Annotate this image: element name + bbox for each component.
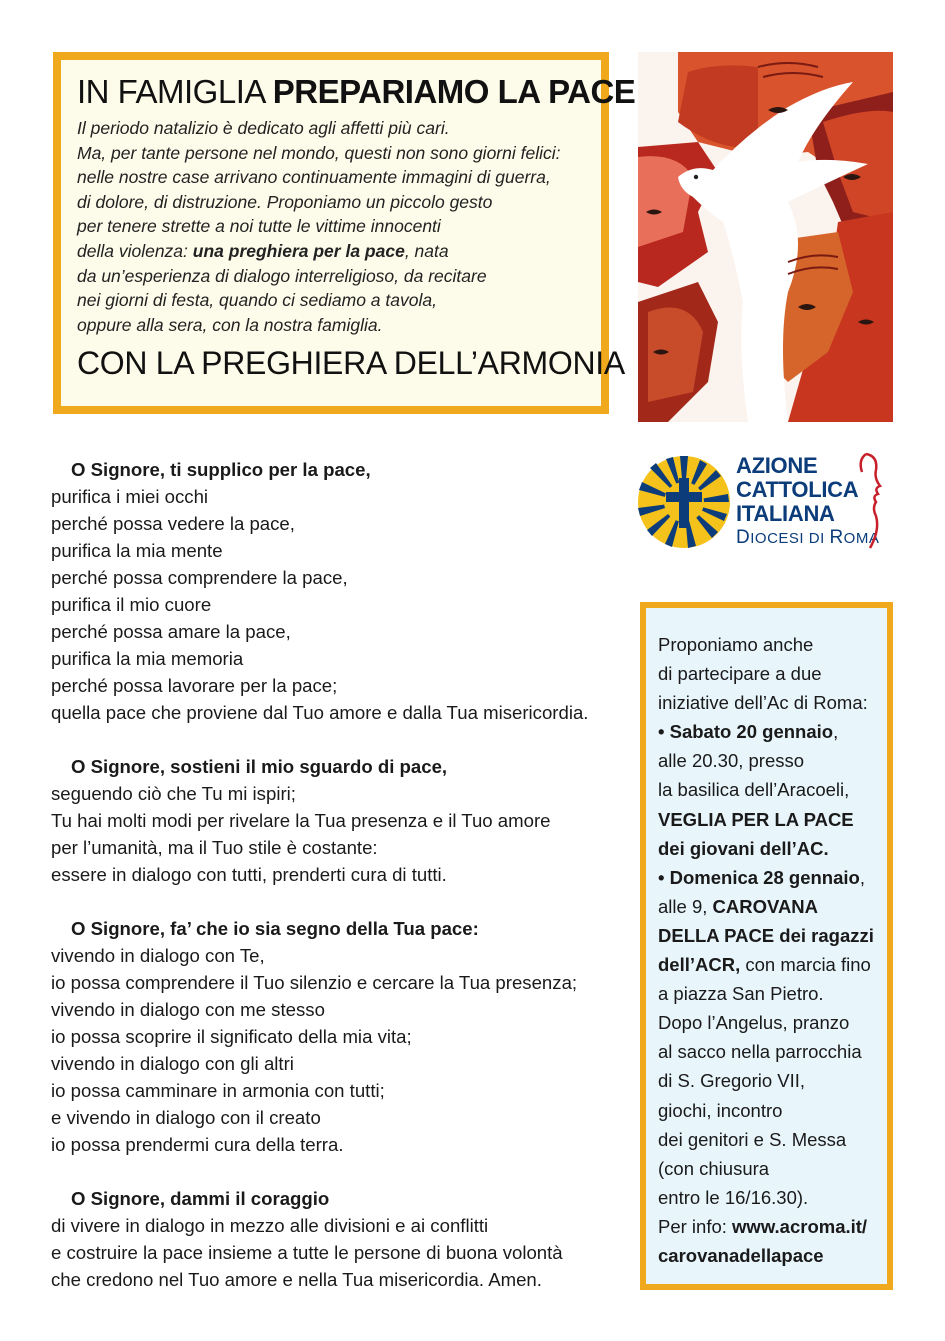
stanza-heading: O Signore, fa’ che io sia segno della Tua pace:: [71, 918, 479, 939]
prayer-line: purifica la mia memoria: [51, 648, 244, 669]
intro-line: Il periodo natalizio è dedicato agli affetti più cari.: [77, 118, 450, 138]
intro-line: nei giorni di festa, quando ci sediamo a tavola,: [77, 290, 437, 311]
event-title: dell’ACR,: [658, 954, 741, 976]
sidebar-line: di partecipare a due: [658, 663, 822, 685]
prayer-line: io possa prendermi cura della terra.: [51, 1134, 344, 1155]
sidebar-line: entro le 16/16.30).: [658, 1186, 809, 1208]
logo-sub-part: R: [829, 527, 844, 548]
sidebar-line: [658, 1212, 877, 1241]
event-title: CAROVANA: [712, 895, 819, 917]
intro-text-segment: della violenza:: [77, 240, 193, 261]
sidebar-line: [658, 805, 877, 834]
prayer-line: purifica la mia mente: [51, 540, 223, 561]
prayer-line: io possa comprendere il Tuo silenzio e cercare la Tua presenza;: [51, 972, 578, 993]
prayer-stanza: [51, 1185, 621, 1293]
title-bold: PREPARIAMO LA PACE: [272, 73, 636, 110]
intro-box: [53, 52, 636, 414]
prayer-line: purifica il mio cuore: [51, 594, 212, 615]
header-subtitle: CON LA PREGHIERA DELL’ARMONIA: [77, 345, 625, 382]
sidebar-line: iniziative dell’Ac di Roma:: [658, 692, 868, 714]
intro-line: nelle nostre case arrivano continuamente immagini di guerra,: [77, 167, 551, 188]
prayer-stanza: [51, 456, 621, 726]
dove-eye: [694, 175, 698, 179]
logo-line: AZIONE: [736, 453, 818, 478]
profile-line-icon: [852, 452, 892, 550]
intro-line: [77, 239, 585, 264]
event-title: DELLA PACE dei ragazzi: [658, 924, 874, 946]
intro-line: da un’esperienza di dialogo interreligioso, da recitare: [77, 265, 487, 286]
page-title: [77, 72, 636, 112]
event-date: • Sabato 20 gennaio: [658, 721, 834, 743]
prayer-line: perché possa amare la pace,: [51, 621, 291, 642]
intro-text: [77, 116, 585, 337]
intro-line: oppure alla sera, con la nostra famiglia.: [77, 314, 383, 335]
sidebar-line: a piazza San Pietro.: [658, 983, 824, 1005]
cross-sunburst-icon: [636, 454, 732, 550]
intro-line: di dolore, di distruzione. Proponiamo un piccolo gesto: [77, 191, 493, 212]
prayer-text: [51, 456, 621, 1320]
sidebar-line: dei genitori e S. Messa: [658, 1128, 847, 1150]
stanza-heading: O Signore, ti supplico per la pace,: [71, 459, 371, 480]
prayer-line: quella pace che proviene dal Tuo amore e dalla Tua misericordia.: [51, 702, 589, 723]
event-title: dei giovani dell’AC.: [658, 837, 829, 859]
sidebar-line: Dopo l’Angelus, pranzo: [658, 1012, 850, 1034]
intro-emphasis: una preghiera per la pace: [192, 240, 405, 261]
sidebar-text: Per info:: [658, 1215, 733, 1237]
logo-sub-part: IOCESI: [750, 530, 805, 547]
event-title: VEGLIA PER LA PACE: [658, 808, 854, 830]
sidebar-line: [658, 717, 877, 746]
prayer-stanza: [51, 915, 621, 1158]
logo-line: ITALIANA: [736, 501, 835, 526]
events-sidebar: [640, 602, 893, 1290]
sidebar-line: la basilica dell’Aracoeli,: [658, 779, 850, 801]
intro-line: Ma, per tante persone nel mondo, questi non sono giorni felici:: [77, 142, 561, 163]
sidebar-line: [658, 950, 877, 979]
prayer-line: e vivendo in dialogo con il creato: [51, 1107, 321, 1128]
faces-dove-illustration: [638, 52, 893, 422]
sidebar-text: con marcia fino: [740, 954, 871, 976]
sidebar-text: ,: [833, 721, 839, 743]
logo-sub-part: D: [736, 527, 751, 548]
sidebar-line: [658, 863, 877, 892]
sidebar-line: di S. Gregorio VII,: [658, 1070, 806, 1092]
stanza-heading: O Signore, sostieni il mio sguardo di pace,: [71, 756, 448, 777]
prayer-line: per l’umanità, ma il Tuo stile è costante:: [51, 837, 378, 858]
stanza-heading: O Signore, dammi il coraggio: [71, 1188, 330, 1209]
sidebar-line: giochi, incontro: [658, 1099, 783, 1121]
prayer-line: che credono nel Tuo amore e nella Tua misericordia. Amen.: [51, 1269, 542, 1290]
azione-cattolica-logo: [636, 452, 896, 550]
event-date: • Domenica 28 gennaio: [658, 866, 860, 888]
prayer-line: vivendo in dialogo con me stesso: [51, 999, 325, 1020]
prayer-line: perché possa comprendere la pace,: [51, 567, 348, 588]
info-link[interactable]: www.acroma.it/: [732, 1215, 868, 1237]
peace-artwork: [638, 52, 893, 422]
prayer-line: io possa scoprire il significato della mia vita;: [51, 1026, 412, 1047]
logo-line: CATTOLICA: [736, 477, 859, 502]
info-link[interactable]: carovanadellapace: [658, 1244, 824, 1266]
title-light: IN FAMIGLIA: [77, 73, 273, 110]
sidebar-text: alle 9,: [658, 895, 713, 917]
sidebar-line: [658, 921, 877, 950]
logo-sub-part: OMA: [843, 530, 880, 547]
prayer-line: seguendo ciò che Tu mi ispiri;: [51, 783, 296, 804]
intro-text-segment: , nata: [404, 240, 449, 261]
sidebar-line: [658, 892, 877, 921]
prayer-stanza: [51, 753, 621, 888]
prayer-line: perché possa lavorare per la pace;: [51, 675, 338, 696]
logo-sub-part: DI: [804, 530, 830, 547]
sidebar-line: [658, 834, 877, 863]
prayer-line: essere in dialogo con tutti, prenderti cura di tutti.: [51, 864, 447, 885]
sidebar-line: alle 20.30, presso: [658, 750, 805, 772]
sidebar-line: (con chiusura: [658, 1157, 770, 1179]
prayer-line: e costruire la pace insieme a tutte le persone di buona volontà: [51, 1242, 563, 1263]
sidebar-line: [658, 1241, 877, 1270]
prayer-line: purifica i miei occhi: [51, 486, 209, 507]
prayer-line: Tu hai molti modi per rivelare la Tua presenza e il Tuo amore: [51, 810, 551, 831]
sidebar-text: ,: [859, 866, 865, 888]
prayer-line: vivendo in dialogo con Te,: [51, 945, 265, 966]
intro-line: per tenere strette a noi tutte le vittime innocenti: [77, 216, 441, 237]
prayer-line: vivendo in dialogo con gli altri: [51, 1053, 294, 1074]
prayer-line: perché possa vedere la pace,: [51, 513, 295, 534]
prayer-line: io possa camminare in armonia con tutti;: [51, 1080, 385, 1101]
sidebar-line: Proponiamo anche: [658, 634, 814, 655]
sidebar-line: al sacco nella parrocchia: [658, 1041, 862, 1063]
prayer-line: di vivere in dialogo in mezzo alle divisioni e ai conflitti: [51, 1215, 489, 1236]
